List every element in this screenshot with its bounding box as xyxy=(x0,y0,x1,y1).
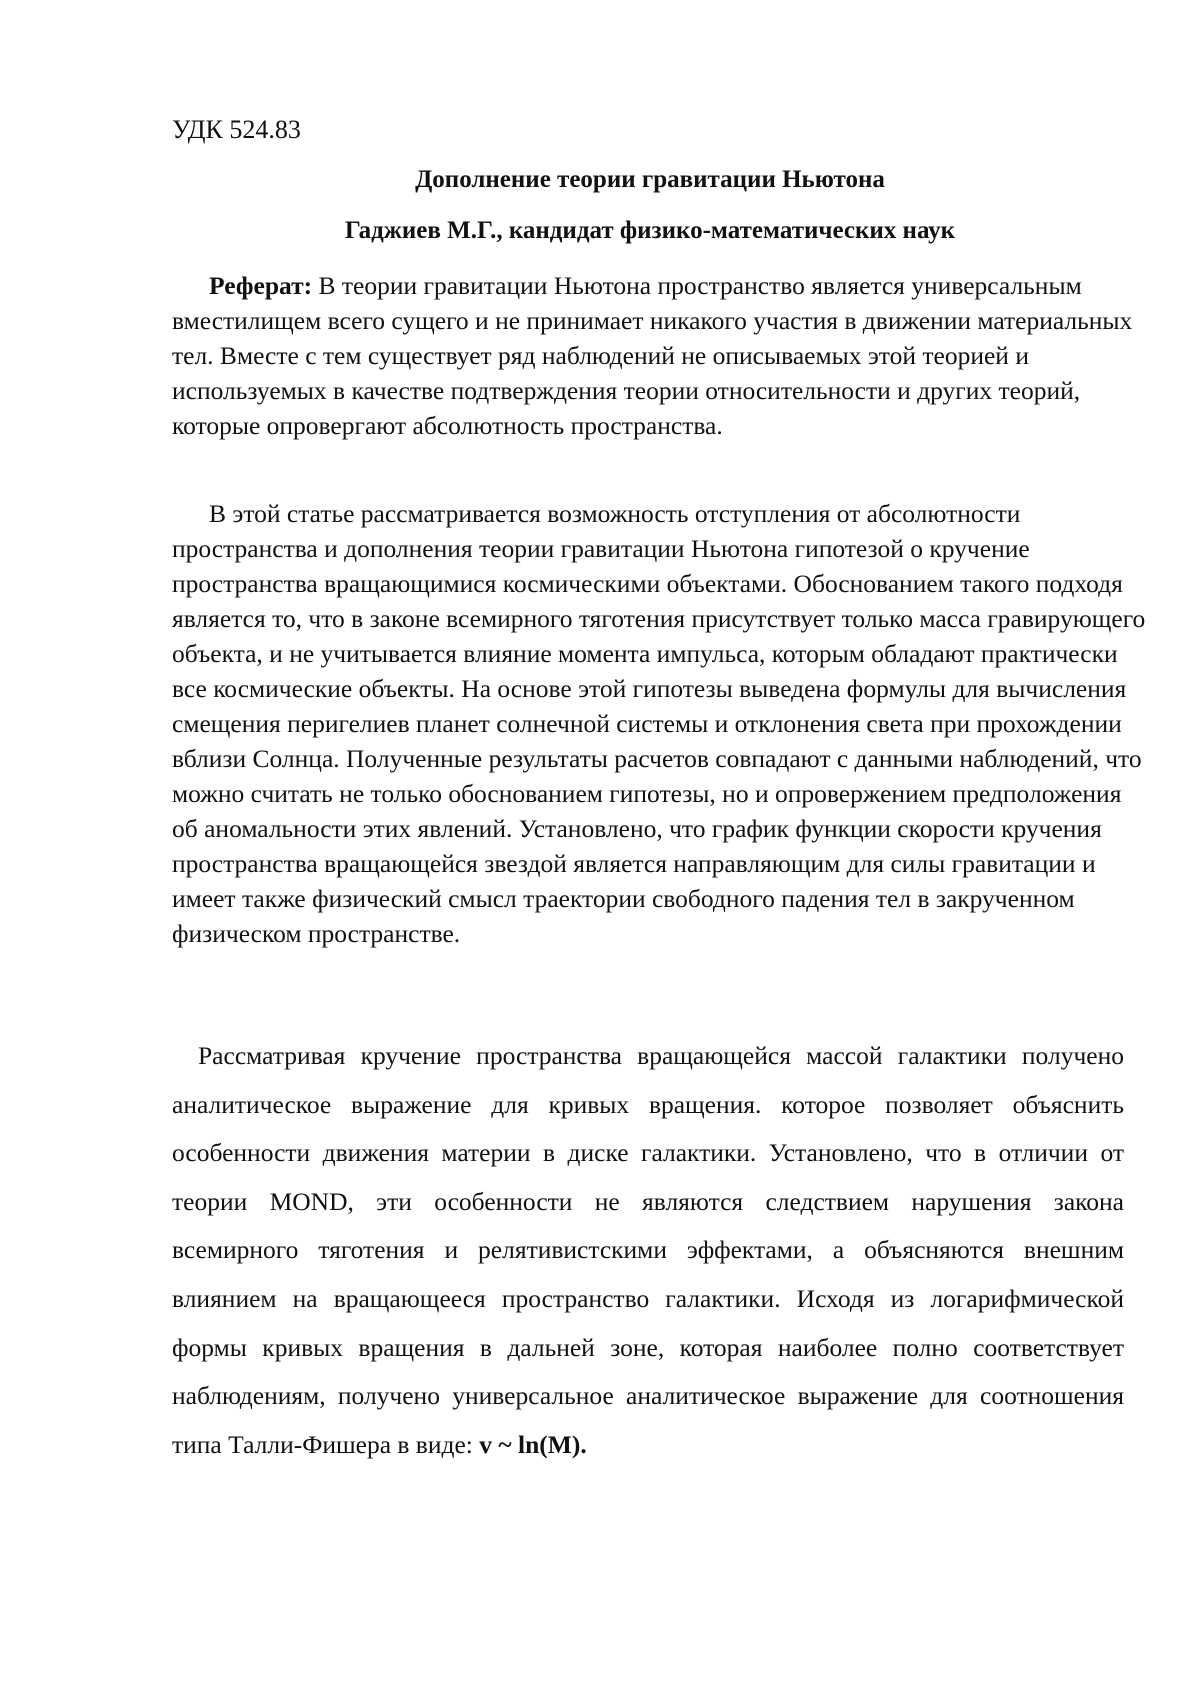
paper-title: Дополнение теории гравитации Ньютона xyxy=(172,163,1128,197)
udk-code: УДК 524.83 xyxy=(172,113,301,147)
body-paragraph-3 xyxy=(172,1032,1124,1469)
abstract-paragraph xyxy=(172,268,1147,443)
tully-fisher-formula: v ~ ln(M). xyxy=(479,1430,586,1459)
abstract-label: Реферат: xyxy=(209,271,312,300)
document-page xyxy=(0,0,1200,1697)
paper-author: Гаджиев М.Г., кандидат физико-математических наук xyxy=(172,214,1128,248)
paragraph-3-text: Рассматривая кручение пространства вращающейся массой галактики получено аналитическое выражение для кривых вращения. которое позволяет объяснить особенности движения материи в диске галактики. Установлено, что в отличии от теории MOND, эти особенности не являются следствием нарушения закона всемирного тяготения и релятивистскими эффектами, а объясняются внешним влиянием на вращающееся пространство галактики. Исходя из логарифмической формы кривых вращения в дальней зоне, которая наиболее полно соответствует наблюдениям, получено универсальное аналитическое выражение для соотношения типа Талли-Фишера в виде: xyxy=(172,1041,1124,1459)
abstract-text: В теории гравитации Ньютона пространство является универсальным вместилищем всего сущего и не принимает никакого участия в движении материальных тел. Вместе с тем существует ряд наблюдений не описываемых этой теорией и используемых в качестве подтверждения теории относительности и других теорий, которые опровергают абсолютность пространства. xyxy=(172,271,1132,440)
body-paragraph-2: В этой статье рассматривается возможность отступления от абсолютности пространства и дополнения теории гравитации Ньютона гипотезой о кручение пространства вращающимися космическими объектами. Обоснованием такого подходя является то, что в законе всемирного тяготения присутствует только масса гравирующего объекта, и не учитывается влияние момента импульса, которым обладают практически все космические объекты. На основе этой гипотезы выведена формулы для вычисления смещения перигелиев планет солнечной системы и отклонения света при прохождении вблизи Солнца. Полученные результаты расчетов совпадают с данными наблюдений, что можно считать не только обоснованием гипотезы, но и опровержением предположения об аномальности этих явлений. Установлено, что график функции скорости кручения пространства вращающейся звездой является направляющим для силы гравитации и имеет также физический смысл траектории свободного падения тел в закрученном физическом пространстве. xyxy=(172,496,1147,951)
